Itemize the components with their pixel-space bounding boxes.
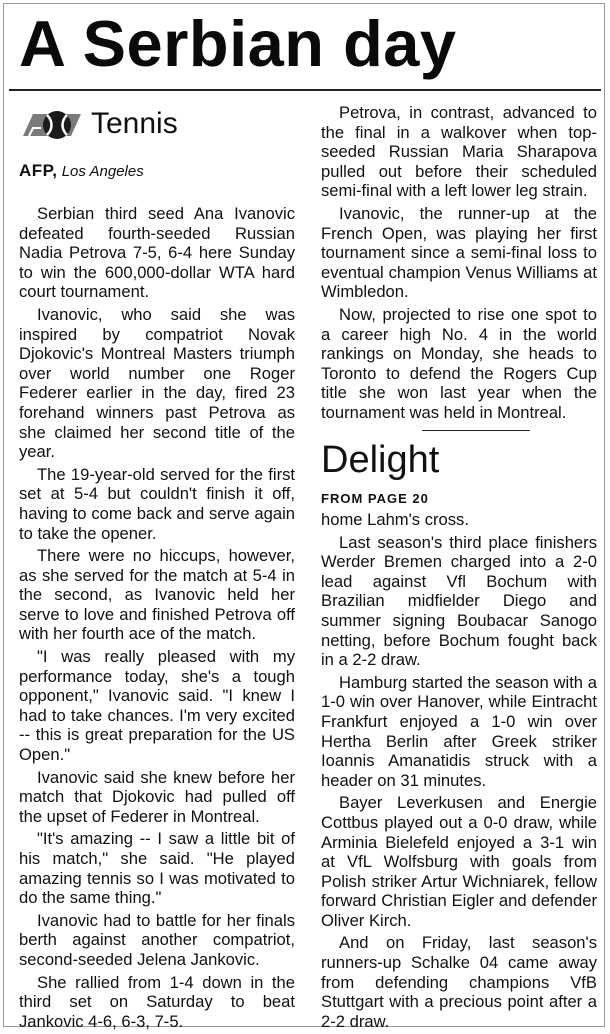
paragraph: Ivanovic, who said she was inspired by compatriot Novak Djokovic's Montreal Masters triumph over world number one Roger Federer earlier in the day, fired 23 forehand winners past Petrova as she claimed her second title of the year. xyxy=(19,304,295,462)
paragraph: "It's amazing -- I saw a little bit of his match," she said. "He played amazing tennis so I was motivated to do the same thing." xyxy=(19,829,295,908)
paragraph: Ivanovic, the runner-up at the French Open, was playing her first tournament since a semi-final loss to eventual champion Venus Williams at Wimbledon. xyxy=(321,203,597,302)
section-tag xyxy=(19,106,193,142)
jump-line: FROM PAGE 20 xyxy=(321,491,429,506)
story1-left-column xyxy=(19,204,295,1034)
paragraph: Bayer Leverkusen and Energie Cottbus played out a 0-0 draw, while Arminia Bielefeld enjoyed a 3-1 win at VfL Wolfsburg with goals from Polish striker Artur Wichniarek, fellow forward Christian Eigler and defender Oliver Kirch. xyxy=(321,793,597,930)
paragraph: "I was really pleased with my performance today, she's a tough opponent," Ivanovic said. "I knew I had to take chances. I'm very excited -- this is great preparation for the US Open." xyxy=(19,647,295,765)
paragraph: Petrova, in contrast, advanced to the final in a walkover when top-seeded Russian Maria Sharapova pulled out before their scheduled semi-final with a left lower leg strain. xyxy=(321,103,597,201)
byline xyxy=(19,161,144,182)
byline-agency: AFP, xyxy=(19,161,58,180)
paragraph: Serbian third seed Ana Ivanovic defeated fourth-seeded Russian Nadia Petrova 7-5, 6-4 here Sunday to win the 600,000-dollar WTA hard court tournament. xyxy=(19,204,295,302)
paragraph: And on Friday, last season's runners-up Schalke 04 came away from defending champions VfB Stuttgart with a precious point after a 2-2 draw. xyxy=(321,933,597,1031)
section-label: Tennis xyxy=(91,107,178,140)
tennis-ball-icon xyxy=(19,106,85,142)
paragraph: Last season's third place finishers Werder Bremen charged into a 2-0 lead against Vfl Bochum with Brazilian midfielder Diego and summer signing Boubacar Sanogo netting, before Bochum fought back in a 2-2 draw. xyxy=(321,532,597,670)
headline-rule xyxy=(9,89,601,91)
paragraph: She rallied from 1-4 down in the third set on Saturday to beat Jankovic 4-6, 6-3, 7-5. xyxy=(19,972,295,1031)
paragraph: Hamburg started the season with a 1-0 win over Hanover, while Eintracht Frankfurt enjoyed a 1-0 win over Hertha Berlin after Greek striker Ioannis Amanatidis struck with a header on 31 minutes. xyxy=(321,672,597,790)
story2-column xyxy=(321,510,597,1034)
story1-right-column xyxy=(321,103,597,426)
headline: A Serbian day xyxy=(19,7,457,80)
paragraph: Now, projected to rise one spot to a career high No. 4 in the world rankings on Monday, she heads to Toronto to defend the Rogers Cup title she won last year when the tournament was held in Montreal. xyxy=(321,304,597,422)
paragraph: home Lahm's cross. xyxy=(321,510,469,529)
story-divider xyxy=(422,430,530,431)
paragraph: The 19-year-old served for the first set at 5-4 but couldn't finish it off, having to come back and serve again to take the opener. xyxy=(19,464,295,543)
paragraph: Ivanovic had to battle for her finals berth against another compatriot, second-seeded Jelena Jankovic. xyxy=(19,910,295,969)
byline-city: Los Angeles xyxy=(61,163,144,180)
paragraph: Ivanovic said she knew before her match that Djokovic had pulled off the upset of Federer in Montreal. xyxy=(19,767,295,826)
paragraph: There were no hiccups, however, as she served for the match at 5-4 in the second, as Ivanovic held her serve to love and finished Petrova off with her fourth ace of the match. xyxy=(19,546,295,644)
story2-title: Delight xyxy=(321,439,440,481)
